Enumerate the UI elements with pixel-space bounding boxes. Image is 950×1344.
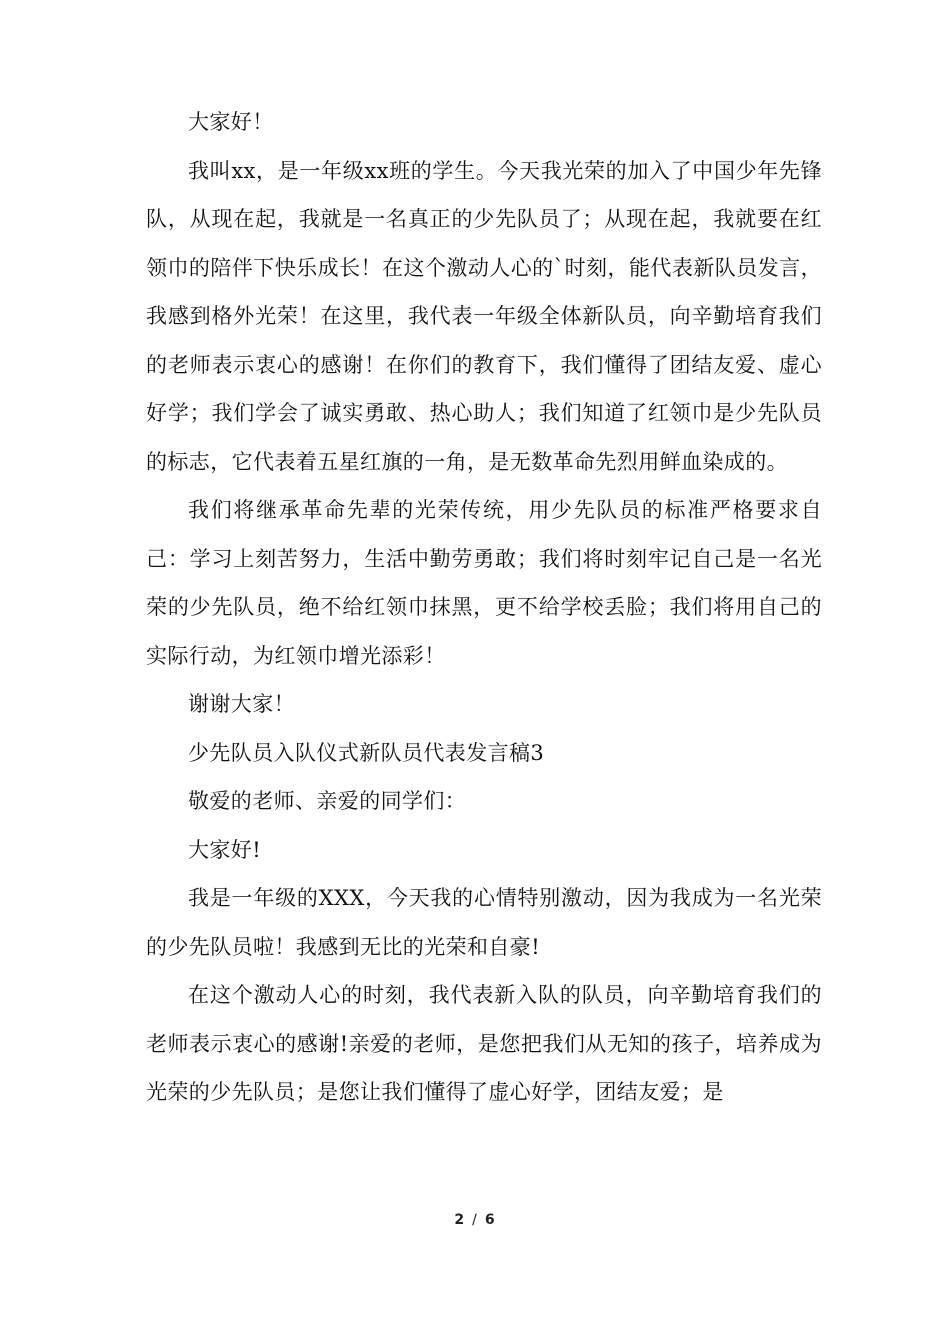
current-page-number: 2: [454, 1212, 466, 1228]
paragraph-greeting: 大家好！: [188, 110, 274, 134]
paragraph-introduction: 我叫xx，是一年级xx班的学生。今天我光荣的加入了中国少年先锋队，从现在起，我就是一名真正的少先队员了；从现在起，我就要在红领巾的陪伴下快乐成长！在这个激动人心的`时刻，能代表新队员发言，我感到格外光荣！在这里，我代表一年级全体新队员，向辛勤培育我们的老师表示衷心的感谢！在你们的教育下，我们懂得了团结友爱、虚心好学；我们学会了诚实勇敢、热心助人；我们知道了红领巾是少先队员的标志，它代表着五星红旗的一角，是无数革命先烈用鲜血染成的。: [146, 158, 822, 474]
paragraph-introduction-2: 我是一年级的XXX，今天我的心情特别激动，因为我成为一名光荣的少先队员啦！我感到无比的光荣和自豪!: [146, 886, 822, 959]
page-separator: /: [472, 1212, 478, 1228]
paragraph-pledge: 我们将继承革命先辈的光荣传统，用少先队员的标准严格要求自己：学习上刻苦努力，生活中勤劳勇敢；我们将时刻牢记自己是一名光荣的少先队员，绝不给红领巾抹黑，更不给学校丢脸；我们将用自己的实际行动，为红领巾增光添彩！: [146, 498, 822, 668]
paragraph-thanks: 谢谢大家！: [188, 692, 295, 716]
page-number-footer: [0, 1212, 950, 1228]
paragraph-salutation: 敬爱的老师、亲爱的同学们：: [188, 789, 467, 813]
document-body: [146, 98, 822, 1117]
total-page-count: 6: [484, 1212, 496, 1228]
paragraph-greeting-2: 大家好!: [188, 837, 262, 862]
section-heading: 少先队员入队仪式新队员代表发言稿3: [188, 740, 545, 765]
paragraph-gratitude: 在这个激动人心的时刻，我代表新入队的队员，向辛勤培育我们的老师表示衷心的感谢!亲爱的老师，是您把我们从无知的孩子，培养成为光荣的少先队员；是您让我们懂得了虚心好学，团结友爱；是: [146, 983, 822, 1104]
